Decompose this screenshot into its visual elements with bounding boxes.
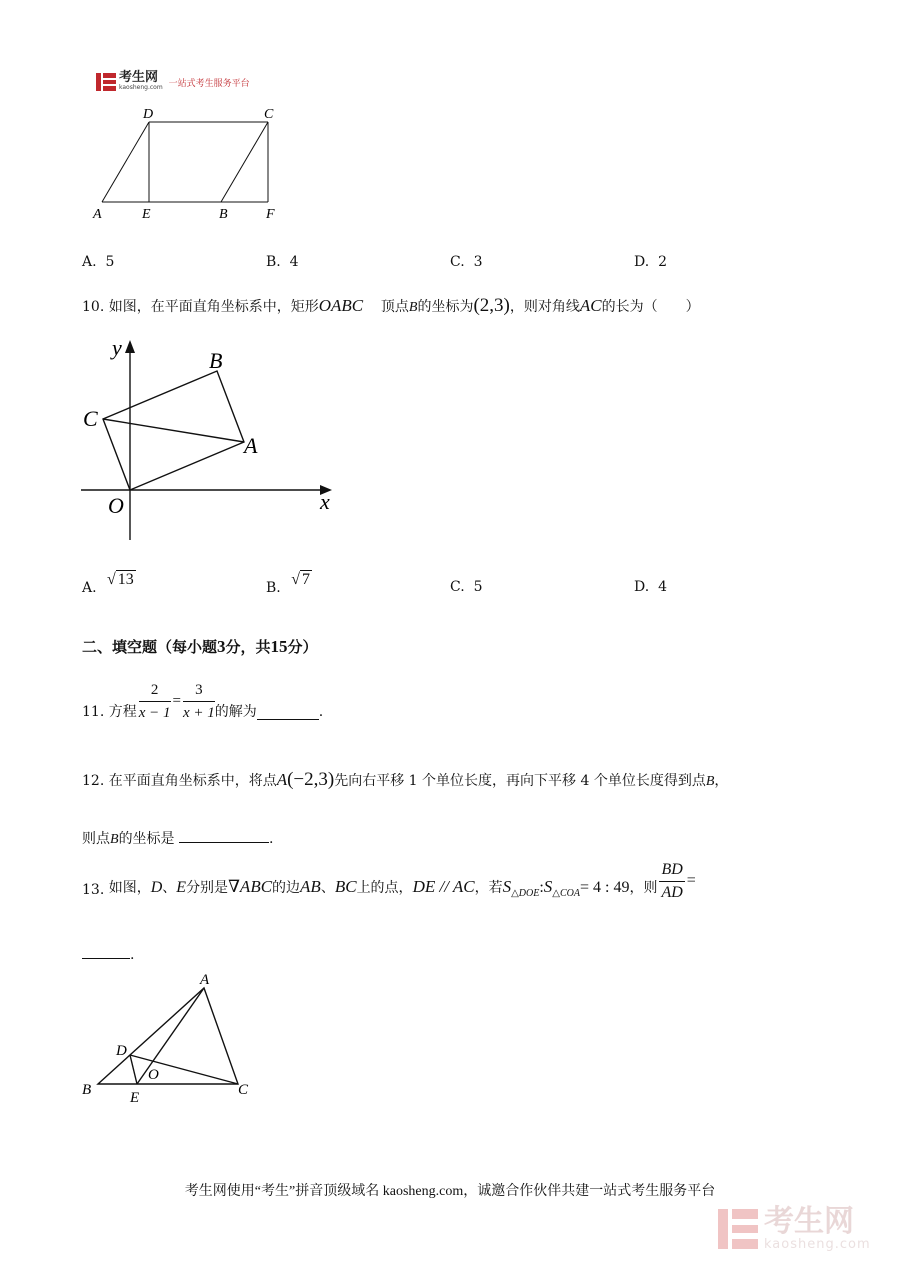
watermark-name: 考生网 — [764, 1204, 854, 1239]
q9-option-c — [450, 252, 483, 272]
q13-ab: AB — [300, 876, 321, 896]
q11-prefix: 方程 — [108, 704, 137, 720]
q13-number: 13. — [82, 882, 105, 898]
q13-label-a: A — [200, 972, 210, 988]
q13-tri: ∇ABC — [228, 876, 273, 896]
q10-point-b: B — [408, 300, 418, 315]
q10-option-c-value: 5 — [473, 579, 483, 595]
q12-text-1: 在平面直角坐标系中，将点 — [108, 773, 277, 789]
watermark-logo — [718, 1206, 871, 1252]
q10-stem — [82, 296, 700, 318]
q13-de-ac: DE // AC — [412, 876, 475, 896]
q12-text-2: 先向右平移 1 个单位长度，再向下平移 4 个单位长度得到点 — [334, 773, 706, 789]
q13-label-o: O — [148, 1067, 159, 1083]
q11-frac1-num: 2 — [139, 679, 171, 702]
q10-text-3: 的坐标为 — [417, 299, 474, 315]
q10-option-c-letter: C. — [450, 579, 465, 595]
q11-frac2-den: x + 1 — [182, 704, 215, 721]
q13-triangle-abc — [98, 988, 238, 1084]
q13-colon: : — [539, 878, 544, 896]
q13-text-2: 分别是 — [186, 879, 229, 896]
q9-line-ad — [102, 122, 149, 202]
q10-diagonal-ac — [103, 419, 244, 442]
q13-label-e: E — [130, 1090, 140, 1106]
q13-s1: S — [502, 876, 512, 896]
logo-domain: kaosheng.com — [119, 84, 163, 91]
section-2-title-b: 分，共 — [225, 638, 271, 656]
q13-text-3: 的边 — [272, 879, 301, 896]
q11-fraction-1 — [139, 679, 171, 724]
q11-end: . — [318, 704, 324, 720]
q13-line-de — [130, 1055, 137, 1084]
watermark-domain: kaosheng.com — [764, 1237, 871, 1252]
q13-d: D — [150, 878, 163, 896]
section-2-title-a: 二、填空题（每小题 — [82, 638, 218, 656]
q10-text-4: ，则对角线 — [509, 299, 580, 315]
q13-ratio: = 4 : 49 — [580, 878, 630, 896]
q9-figure — [85, 100, 295, 225]
q10-coord: (2,3) — [473, 295, 510, 316]
q12-line-2 — [82, 828, 273, 850]
q10-label-c: C — [83, 406, 98, 431]
q11-fraction-2 — [183, 679, 215, 724]
q13-end: . — [130, 947, 135, 963]
q9-option-a-letter: A. — [82, 254, 97, 270]
q13-line-2 — [82, 944, 134, 965]
q12-end: . — [269, 831, 274, 847]
q12-point-b2: B — [110, 832, 119, 847]
q13-sep: 、 — [162, 879, 177, 896]
q13-s2: S — [543, 876, 553, 896]
q9-label-f: F — [266, 207, 275, 222]
q12-text-4: 的坐标是 — [118, 831, 175, 847]
q10-option-b-letter: B. — [266, 580, 281, 596]
q13-label-d: D — [116, 1043, 127, 1059]
q13-stem — [109, 877, 658, 904]
q9-option-a — [82, 252, 114, 272]
q12-point-b: B — [705, 774, 715, 789]
q10-text-5: 的长为（ ） — [601, 299, 700, 315]
q10-option-a-value: √ 13 — [107, 571, 134, 588]
q13-frac-eq: = — [686, 872, 696, 889]
q9-label-e: E — [142, 207, 151, 222]
watermark-icon — [718, 1206, 758, 1252]
q9-option-d — [634, 252, 667, 272]
q9-label-c: C — [264, 107, 274, 122]
q10-label-a: A — [244, 433, 258, 458]
q9-option-b-letter: B. — [266, 254, 281, 270]
q13-text-1: 如图， — [108, 879, 151, 896]
q9-option-c-letter: C. — [450, 254, 465, 270]
q13-e: E — [176, 878, 187, 896]
q11-frac1-den: x − 1 — [138, 704, 171, 721]
q12-coord: (−2,3) — [287, 769, 335, 790]
q9-option-d-letter: D. — [634, 254, 650, 270]
q11-suffix: 的解为 — [214, 704, 257, 720]
q13-label-c: C — [238, 1082, 249, 1098]
q10-diag: AC — [579, 296, 602, 315]
q9-option-b-value: 4 — [289, 254, 299, 270]
q11-frac2-num: 3 — [183, 679, 215, 702]
q13-figure — [78, 966, 278, 1108]
q9-option-d-value: 2 — [658, 254, 668, 270]
q10-label-y: y — [112, 335, 122, 360]
q10-option-b-value: √ 7 — [291, 571, 310, 588]
q10-option-a-radicand: 13 — [117, 571, 134, 588]
q13-s1-sub: △DOE — [511, 887, 540, 899]
q9-label-b: B — [219, 207, 228, 222]
section-2-title-n1: 3 — [217, 637, 226, 656]
q10-option-a-letter: A. — [82, 580, 97, 596]
q12-number: 12. — [82, 773, 105, 789]
q10-text-2: 顶点 — [380, 299, 409, 315]
q13-frac-num: BD — [659, 859, 684, 882]
q10-number: 10. — [82, 299, 105, 315]
q13-text-5: ，若 — [474, 879, 503, 896]
q10-option-a — [82, 570, 136, 600]
q9-label-a: A — [93, 207, 102, 222]
q11-answer-blank[interactable] — [257, 705, 319, 720]
q10-option-c — [450, 577, 483, 597]
section-2-title — [82, 636, 318, 657]
q10-option-b-radicand: 7 — [301, 571, 310, 588]
footer-text: 考生网使用“考生”拼音顶级域名 kaosheng.com，诚邀合作伙伴共建一站式考生服务平台 — [184, 1184, 716, 1199]
section-2-title-c: 分） — [287, 638, 318, 656]
q11 — [82, 676, 323, 726]
logo-name: 考生网 — [119, 70, 159, 85]
q10-rect-name: OABC — [318, 296, 364, 315]
q13-s2-sub: △COA — [552, 887, 580, 899]
q10-option-b — [266, 570, 312, 600]
q13-text-6: ，则 — [629, 879, 658, 896]
q11-eq: = — [172, 693, 181, 709]
q9-line-bc — [221, 122, 268, 202]
q10-y-arrow — [125, 340, 135, 353]
logo-icon — [96, 72, 116, 92]
q13-text-4: 上的点， — [356, 879, 413, 896]
q12-text-2b: ， — [714, 773, 729, 789]
q12-line-1 — [82, 770, 728, 792]
q10-label-x: x — [320, 489, 330, 514]
q13-fraction — [659, 859, 684, 904]
q13-bc: BC — [334, 876, 357, 896]
q9-label-d: D — [143, 107, 154, 122]
q13-sep-2: 、 — [320, 879, 335, 896]
q13-frac-den: AD — [661, 883, 683, 901]
q12-point-a: A — [276, 770, 288, 789]
header-logo — [96, 72, 250, 92]
header-slogan: 一站式考生服务平台 — [168, 78, 250, 89]
q10-option-d — [634, 577, 667, 597]
q9-option-b — [266, 252, 299, 272]
q10-figure — [78, 335, 348, 545]
q10-label-b: B — [209, 348, 223, 373]
section-2-title-n2: 15 — [270, 637, 288, 656]
q12-text-3: 则点 — [82, 831, 110, 847]
q13-line-dc — [130, 1055, 238, 1084]
q10-text-1: 如图，在平面直角坐标系中，矩形 — [108, 299, 319, 315]
q13-answer-blank[interactable] — [82, 944, 130, 959]
q10-option-d-letter: D. — [634, 579, 650, 595]
q13-label-b: B — [82, 1082, 92, 1098]
q9-option-c-value: 3 — [473, 254, 483, 270]
q13-line-1 — [82, 856, 696, 906]
q10-label-o: O — [108, 493, 124, 518]
q10-option-d-value: 4 — [658, 579, 668, 595]
q11-number: 11. — [82, 704, 105, 720]
q12-answer-blank[interactable] — [179, 828, 269, 843]
q9-option-a-value: 5 — [105, 254, 115, 270]
